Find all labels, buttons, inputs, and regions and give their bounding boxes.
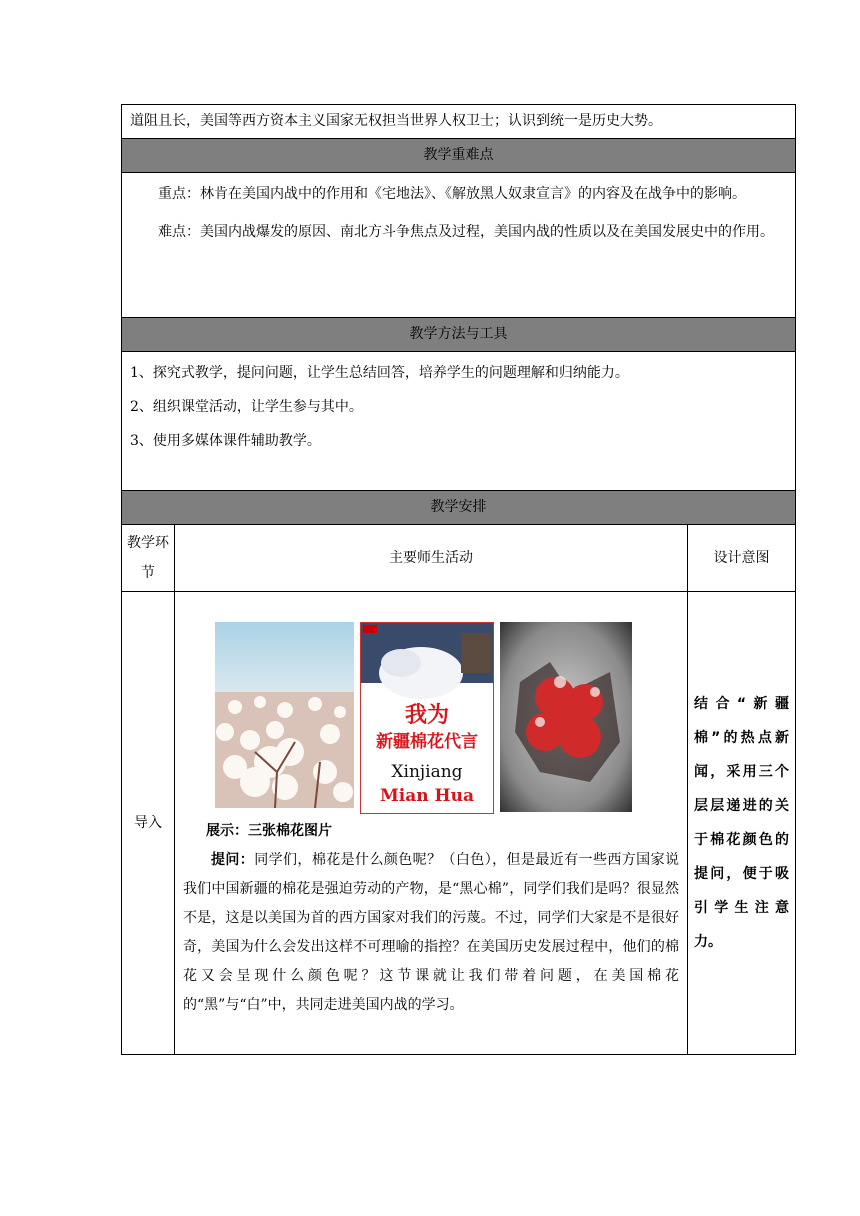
col-header-design: 设计意图	[688, 525, 796, 592]
poster-pinyin-line2: Mian Hua	[379, 786, 474, 806]
method-item: 2、组织课堂活动，让学生参与其中。	[130, 399, 363, 415]
intro-line: 道阻且长，美国等西方资本主义国家无权担当世界人权卫士；认识到统一是历史大势。	[130, 113, 662, 129]
xinjiang-cotton-poster	[360, 622, 494, 814]
cotton-images	[215, 622, 687, 812]
difficulty-text: 美国内战爆发的原因、南北方斗争焦点及过程，美国内战的性质以及在美国发展史中的作用。	[200, 224, 774, 240]
key-point-label: 重点：	[158, 186, 200, 202]
col-header-stage: 教学环节	[122, 525, 175, 592]
method-item: 1、探究式教学，提问问题，让学生总结回答，培养学生的问题理解和归纳能力。	[130, 365, 629, 381]
design-cell	[688, 592, 796, 1055]
section-header-methods: 教学方法与工具	[122, 318, 796, 352]
difficulty-label: 难点：	[158, 224, 200, 240]
cotton-field-image	[215, 622, 354, 808]
question-label: 提问：	[211, 852, 255, 868]
question-paragraph	[175, 846, 687, 1020]
lesson-plan-page	[121, 104, 795, 1055]
design-intent-text: 结合“新疆棉”的热点新闻，采用三个层层递进的关于棉花颜色的提问，便于吸引学生注意力。	[694, 696, 789, 950]
show-images-label: 展示：三张棉花图片	[206, 823, 332, 839]
method-item: 3、使用多媒体课件辅助教学。	[130, 433, 321, 449]
poster-pinyin-line1: Xinjiang	[391, 762, 463, 782]
col-header-activity: 主要师生活动	[175, 525, 688, 592]
poster-title-line2: 新疆棉花代言	[376, 732, 478, 752]
section-header-key-points: 教学重难点	[122, 139, 796, 173]
difficulty-paragraph	[122, 219, 795, 245]
lesson-plan-table	[121, 104, 796, 1055]
red-cotton-image	[500, 622, 632, 812]
section-header-arrangement: 教学安排	[122, 491, 796, 525]
stage-intro: 导入	[122, 592, 175, 1055]
key-point-text: 林肯在美国内战中的作用和《宅地法》、《解放黑人奴隶宣言》的内容及在战争中的影响。	[200, 186, 746, 202]
question-text: 同学们，棉花是什么颜色呢？（白色），但是最近有一些西方国家说我们中国新疆的棉花是强迫劳动的产物，是“黑心棉”，同学们我们是吗？很显然不是，这是以美国为首的西方国家对我们的污蔑。不过，同学们大家是不是很好奇，美国为什么会发出这样不可理喻的指控？在美国历史发展过程中，他们的棉花又会呈现什么颜色呢？这节课就让我们带着问题，在美国棉花的“黑”与“白”中，共同走进美国内战的学习。	[183, 852, 679, 1013]
poster-title-line1: 我为	[404, 703, 449, 728]
activity-cell	[175, 592, 688, 1055]
key-point-paragraph	[122, 181, 795, 207]
